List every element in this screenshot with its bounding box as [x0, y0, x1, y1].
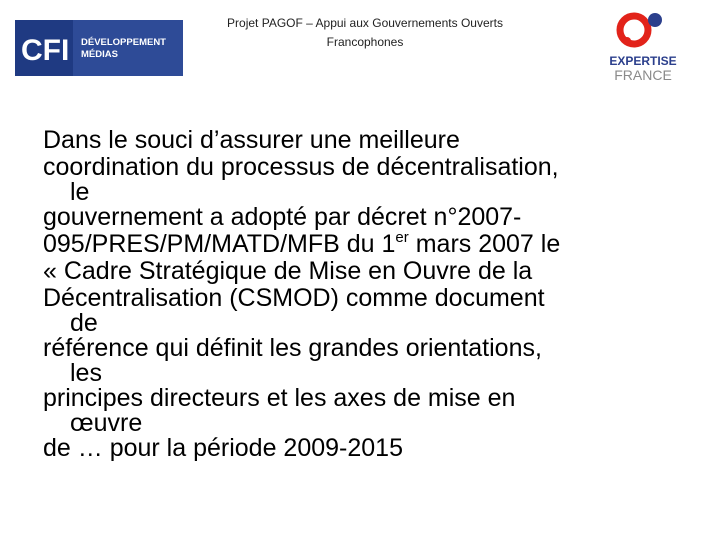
- body-line-10: les: [70, 359, 102, 387]
- expertise-france-line-2: FRANCE: [614, 67, 672, 83]
- body-line-5-superscript: er: [395, 229, 409, 246]
- expertise-france-line-1: EXPERTISE: [609, 54, 677, 68]
- body-line-5: [43, 231, 683, 258]
- body-line-5-b: mars 2007 le: [408, 230, 561, 258]
- body-line-6: « Cadre Stratégique de Mise en Ouvre de la: [43, 257, 533, 285]
- body-paragraph: [43, 127, 683, 462]
- body-line-11: principes directeurs et les axes de mise en: [43, 384, 516, 412]
- cfi-logo: [15, 20, 183, 76]
- header-title: [200, 14, 530, 52]
- header-title-line-1: Projet PAGOF – Appui aux Gouvernements Ouverts: [227, 16, 503, 30]
- cfi-logo-mark: CFI: [21, 34, 70, 67]
- body-line-9: référence qui définit les grandes orientations,: [43, 334, 542, 362]
- header-title-line-2: Francophones: [326, 35, 404, 49]
- expertise-france-logo: [600, 8, 686, 86]
- body-line-4: gouvernement a adopté par décret n°2007-: [43, 203, 522, 231]
- expertise-france-emblem-icon: [620, 13, 662, 45]
- body-line-3: le: [70, 178, 90, 206]
- cfi-logo-line-1: DÉVELOPPEMENT: [81, 37, 166, 48]
- cfi-logo-line-2: MÉDIAS: [81, 49, 118, 60]
- body-line-5-a: 095/PRES/PM/MATD/MFB du 1: [43, 230, 396, 258]
- body-line-8: de: [70, 309, 98, 337]
- body-line-12: œuvre: [70, 409, 143, 437]
- body-line-7: Décentralisation (CSMOD) comme document: [43, 284, 545, 312]
- body-line-13: de … pour la période 2009-2015: [43, 434, 403, 462]
- body-line-2: coordination du processus de décentralisation,: [43, 153, 559, 181]
- body-line-1: Dans le souci d’assurer une meilleure: [43, 126, 460, 154]
